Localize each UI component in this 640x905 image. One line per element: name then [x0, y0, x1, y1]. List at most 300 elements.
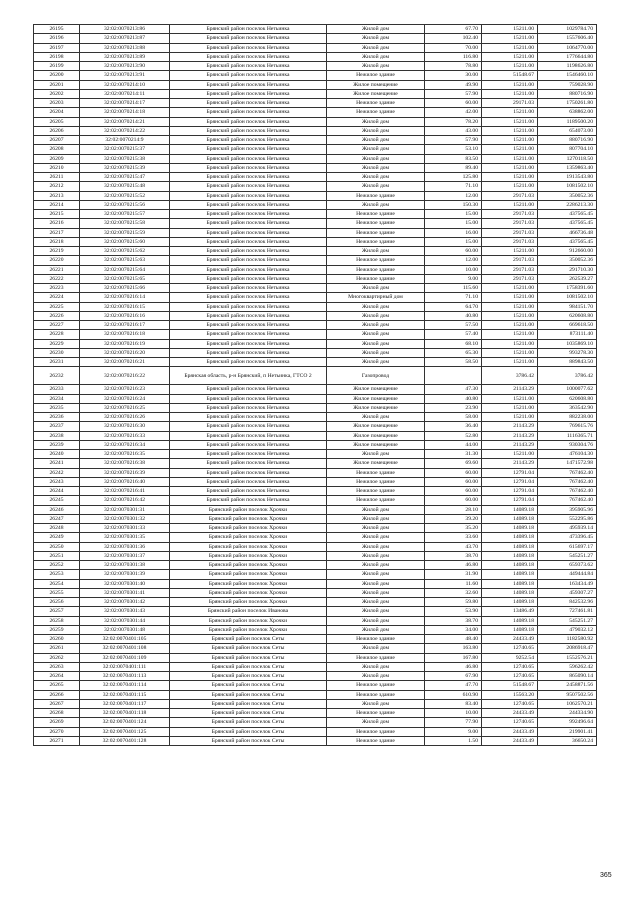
cell-address: Брянский район поселок Хрочки	[170, 625, 327, 634]
cell-area: 83.40	[425, 699, 482, 708]
cell-area: 58.00	[425, 413, 482, 422]
cell-row-number: 26231	[34, 358, 80, 367]
cell-address: Брянский район поселок Сеты	[170, 653, 327, 662]
cell-unit-value: 14089.18	[482, 524, 538, 533]
cell-unit-value: 21143.29	[482, 385, 538, 394]
cell-row-number: 26211	[34, 173, 80, 182]
cell-object-type: Нежилое здание	[327, 496, 425, 505]
cell-object-type: Нежилое здание	[327, 653, 425, 662]
cell-object-type: Жилой дом	[327, 514, 425, 523]
cell-row-number: 26253	[34, 570, 80, 579]
cell-address: Брянский район поселок Сеты	[170, 727, 327, 736]
cell-object-type: Нежилое здание	[327, 210, 425, 219]
cell-unit-value: 14089.18	[482, 551, 538, 560]
cell-area: 57.40	[425, 330, 482, 339]
cell-cadastral-value: 350052.36	[538, 191, 597, 200]
cell-address: Брянский район поселок Нетьинка	[170, 145, 327, 154]
cell-object-type: Нежилое здание	[327, 681, 425, 690]
cell-row-number: 26210	[34, 163, 80, 172]
cell-object-type: Жилой дом	[327, 561, 425, 570]
cell-cadastral-number: 32:02:0070401:108	[80, 644, 170, 653]
cell-unit-value: 24433.49	[482, 736, 538, 745]
cell-object-type: Жилой дом	[327, 588, 425, 597]
cell-cadastral-number: 32:02:0070401:114	[80, 681, 170, 690]
cell-object-type: Жилой дом	[327, 699, 425, 708]
cell-address: Брянский район поселок Нетьинка	[170, 403, 327, 412]
table-row	[34, 625, 597, 634]
cell-address: Брянский район поселок Нетьинка	[170, 126, 327, 135]
cell-area: 78.80	[425, 62, 482, 71]
cell-unit-value: 15211.00	[482, 117, 538, 126]
cell-address: Брянский район поселок Сеты	[170, 699, 327, 708]
cell-area: 16.00	[425, 228, 482, 237]
cell-cadastral-value: 1000077.62	[538, 385, 597, 394]
cell-unit-value: 24433.49	[482, 727, 538, 736]
cell-cadastral-number: 32:02:0070215:59	[80, 228, 170, 237]
cell-area: 57.90	[425, 136, 482, 145]
table-row	[34, 681, 597, 690]
cell-cadastral-value: 363542.90	[538, 403, 597, 412]
cell-object-type: Жилой дом	[327, 247, 425, 256]
cell-cadastral-number: 32:02:0070216:14	[80, 293, 170, 302]
table-row	[34, 524, 597, 533]
cell-row-number: 26255	[34, 588, 80, 597]
cell-object-type: Жилой дом	[327, 542, 425, 551]
table-row	[34, 339, 597, 348]
cell-address: Брянский район поселок Нетьинка	[170, 219, 327, 228]
cell-object-type: Жилое помещение	[327, 394, 425, 403]
cell-object-type: Жилой дом	[327, 625, 425, 634]
cell-row-number: 26229	[34, 339, 80, 348]
cell-cadastral-value: 669618.50	[538, 321, 597, 330]
cell-cadastral-value: 596262.42	[538, 662, 597, 671]
cell-cadastral-value: 873111.40	[538, 330, 597, 339]
cell-area: 70.00	[425, 43, 482, 52]
table-row	[34, 487, 597, 496]
cell-row-number: 26262	[34, 653, 80, 662]
cell-unit-value: 51548.67	[482, 681, 538, 690]
cell-address: Брянский район поселок Нетьинка	[170, 302, 327, 311]
cell-cadastral-value: 1116365.71	[538, 431, 597, 440]
cell-area: 39.20	[425, 514, 482, 523]
cell-cadastral-value: 767462.40	[538, 496, 597, 505]
cell-cadastral-number: 32:02:0070301:48	[80, 625, 170, 634]
cell-object-type: Нежилое здание	[327, 237, 425, 246]
cell-cadastral-value: 638862.00	[538, 108, 597, 117]
cell-object-type: Нежилое здание	[327, 219, 425, 228]
cell-unit-value: 14089.18	[482, 579, 538, 588]
cell-area: 49.90	[425, 80, 482, 89]
cell-cadastral-value: 545251.27	[538, 551, 597, 560]
cell-cadastral-value: 495939.14	[538, 524, 597, 533]
cell-unit-value: 15211.00	[482, 43, 538, 52]
cell-cadastral-value: 993278.30	[538, 348, 597, 357]
cell-row-number: 26219	[34, 247, 80, 256]
cell-address: Брянский район поселок Нетьинка	[170, 163, 327, 172]
cell-row-number: 26265	[34, 681, 80, 690]
cell-cadastral-value: 350052.36	[538, 256, 597, 265]
cell-object-type: Нежилое здание	[327, 99, 425, 108]
cell-unit-value: 15211.00	[482, 394, 538, 403]
cell-object-type: Нежилое здание	[327, 709, 425, 718]
property-table	[33, 24, 597, 746]
cell-area: 60.00	[425, 99, 482, 108]
cell-address: Брянский район поселок Нетьинка	[170, 228, 327, 237]
cell-address: Брянский район поселок Нетьинка	[170, 80, 327, 89]
cell-cadastral-number: 32:02:0070214:9	[80, 136, 170, 145]
cell-area: 10.00	[425, 265, 482, 274]
cell-unit-value: 15211.00	[482, 348, 538, 357]
table-row	[34, 533, 597, 542]
table-row	[34, 709, 597, 718]
cell-cadastral-value: 2458871.56	[538, 681, 597, 690]
cell-cadastral-value: 1776644.80	[538, 52, 597, 61]
table-row	[34, 561, 597, 570]
cell-row-number: 26268	[34, 709, 80, 718]
cell-unit-value: 15211.00	[482, 302, 538, 311]
table-row	[34, 385, 597, 394]
cell-area: 31.90	[425, 570, 482, 579]
cell-row-number: 26263	[34, 662, 80, 671]
cell-cadastral-value: 930304.76	[538, 440, 597, 449]
table-row	[34, 247, 597, 256]
cell-unit-value: 15211.00	[482, 321, 538, 330]
cell-unit-value: 15211.00	[482, 293, 538, 302]
cell-address: Брянский район поселок Хрочки	[170, 533, 327, 542]
cell-unit-value: 15211.00	[482, 34, 538, 43]
cell-cadastral-number: 32:02:0070215:58	[80, 219, 170, 228]
cell-cadastral-number: 32:02:0070216:15	[80, 302, 170, 311]
cell-object-type: Жилой дом	[327, 533, 425, 542]
cell-object-type: Жилой дом	[327, 163, 425, 172]
cell-area: 65.30	[425, 348, 482, 357]
cell-row-number: 26261	[34, 644, 80, 653]
cell-cadastral-number: 32:02:0070214:11	[80, 89, 170, 98]
cell-cadastral-number: 32:02:0070301:31	[80, 505, 170, 514]
cell-cadastral-number: 32:02:0070301:37	[80, 551, 170, 560]
cell-area: 30.00	[425, 71, 482, 80]
cell-cadastral-value: 865090.14	[538, 672, 597, 681]
cell-object-type: Жилой дом	[327, 25, 425, 34]
cell-cadastral-value: 620608.80	[538, 394, 597, 403]
cell-row-number: 26205	[34, 117, 80, 126]
cell-row-number: 26245	[34, 496, 80, 505]
cell-cadastral-value: 1546460.10	[538, 71, 597, 80]
cell-object-type: Нежилое здание	[327, 228, 425, 237]
cell-cadastral-number: 32:02:0070215:65	[80, 274, 170, 283]
table-row	[34, 542, 597, 551]
table-row	[34, 145, 597, 154]
cell-unit-value: 15211.00	[482, 284, 538, 293]
table-row	[34, 293, 597, 302]
cell-object-type: Жилое помещение	[327, 385, 425, 394]
cell-object-type: Нежилое здание	[327, 477, 425, 486]
cell-cadastral-value: 466736.48	[538, 228, 597, 237]
cell-address: Брянский район поселок Нетьинка	[170, 191, 327, 200]
property-table-sheet	[33, 24, 596, 746]
table-row	[34, 256, 597, 265]
cell-cadastral-value: 9507502.56	[538, 690, 597, 699]
cell-address: Брянский район поселок Хрочки	[170, 579, 327, 588]
cell-object-type: Жилой дом	[327, 43, 425, 52]
cell-address: Брянский район поселок Нетьинка	[170, 440, 327, 449]
cell-row-number: 26232	[34, 367, 80, 385]
cell-address: Брянский район поселок Нетьинка	[170, 173, 327, 182]
cell-address: Брянский район поселок Нетьинка	[170, 274, 327, 283]
cell-cadastral-number: 32:02:0070215:38	[80, 154, 170, 163]
cell-row-number: 26223	[34, 284, 80, 293]
table-row	[34, 672, 597, 681]
cell-address: Брянский район поселок Сеты	[170, 690, 327, 699]
table-row	[34, 431, 597, 440]
cell-row-number: 26254	[34, 579, 80, 588]
cell-area: 64.70	[425, 302, 482, 311]
cell-unit-value: 21143.29	[482, 422, 538, 431]
table-row	[34, 662, 597, 671]
table-row	[34, 52, 597, 61]
cell-object-type: Жилое помещение	[327, 422, 425, 431]
cell-unit-value: 15211.00	[482, 182, 538, 191]
cell-row-number: 26199	[34, 62, 80, 71]
cell-row-number: 26195	[34, 25, 80, 34]
cell-cadastral-number: 32:02:0070215:39	[80, 163, 170, 172]
cell-cadastral-value: 1750261.80	[538, 99, 597, 108]
cell-cadastral-number: 32:02:0070216:24	[80, 394, 170, 403]
cell-address: Брянский район поселок Хрочки	[170, 524, 327, 533]
cell-area: 60.00	[425, 496, 482, 505]
cell-cadastral-number: 32:02:0070216:20	[80, 348, 170, 357]
cell-cadastral-value: 1182580.92	[538, 635, 597, 644]
cell-address: Брянский район поселок Нетьинка	[170, 394, 327, 403]
cell-row-number: 26259	[34, 625, 80, 634]
cell-cadastral-value: 727461.81	[538, 607, 597, 616]
table-row	[34, 588, 597, 597]
cell-object-type: Жилой дом	[327, 570, 425, 579]
cell-object-type: Жилой дом	[327, 579, 425, 588]
cell-address: Брянский район поселок Сеты	[170, 644, 327, 653]
cell-row-number: 26239	[34, 440, 80, 449]
cell-cadastral-value: 1270118.50	[538, 154, 597, 163]
cell-row-number: 26197	[34, 43, 80, 52]
cell-row-number: 26222	[34, 274, 80, 283]
table-row	[34, 440, 597, 449]
table-row	[34, 736, 597, 745]
cell-area: 69.60	[425, 459, 482, 468]
cell-cadastral-number: 32:02:0070215:63	[80, 256, 170, 265]
table-row	[34, 126, 597, 135]
cell-cadastral-value: 1081502.10	[538, 182, 597, 191]
cell-address: Брянский район поселок Нетьинка	[170, 247, 327, 256]
table-row	[34, 690, 597, 699]
cell-cadastral-number: 32:02:0070215:60	[80, 237, 170, 246]
cell-area: 71.10	[425, 293, 482, 302]
cell-cadastral-number: 32:02:0070401:117	[80, 699, 170, 708]
table-row	[34, 358, 597, 367]
cell-unit-value: 15211.00	[482, 126, 538, 135]
cell-unit-value: 15211.00	[482, 247, 538, 256]
cell-unit-value: 15211.00	[482, 136, 538, 145]
page-number: 365	[600, 872, 612, 879]
cell-address: Брянский район поселок Хрочки	[170, 561, 327, 570]
table-row	[34, 653, 597, 662]
cell-row-number: 26196	[34, 34, 80, 43]
cell-area: 43.00	[425, 126, 482, 135]
cell-area: 67.70	[425, 25, 482, 34]
cell-address: Брянский район поселок Хрочки	[170, 542, 327, 551]
cell-unit-value: 15211.00	[482, 25, 538, 34]
cell-cadastral-value: 1035869.10	[538, 339, 597, 348]
cell-cadastral-number: 32:02:0070301:32	[80, 514, 170, 523]
cell-object-type: Жилой дом	[327, 348, 425, 357]
cell-cadastral-value: 437565.45	[538, 237, 597, 246]
cell-address: Брянский район поселок Нетьинка	[170, 450, 327, 459]
cell-row-number: 26236	[34, 413, 80, 422]
cell-row-number: 26257	[34, 607, 80, 616]
cell-cadastral-number: 32:02:0070216:23	[80, 385, 170, 394]
cell-cadastral-number: 32:02:0070401:115	[80, 690, 170, 699]
cell-object-type: Нежилое здание	[327, 265, 425, 274]
cell-unit-value: 51548.67	[482, 71, 538, 80]
cell-cadastral-number: 32:02:0070216:16	[80, 311, 170, 320]
cell-area: 116.80	[425, 52, 482, 61]
cell-address: Брянский район поселок Нетьинка	[170, 468, 327, 477]
cell-address: Брянский район поселок Нетьинка	[170, 108, 327, 117]
cell-object-type: Многоквартирный дом	[327, 293, 425, 302]
cell-unit-value: 12791.04	[482, 468, 538, 477]
cell-cadastral-number: 32:02:0070301:36	[80, 542, 170, 551]
cell-cadastral-number: 32:02:0070401:124	[80, 718, 170, 727]
cell-cadastral-number: 32:02:0070301:44	[80, 616, 170, 625]
cell-cadastral-number: 32:02:0070213:88	[80, 43, 170, 52]
table-row	[34, 496, 597, 505]
cell-row-number: 26226	[34, 311, 80, 320]
cell-cadastral-value: 767462.40	[538, 487, 597, 496]
cell-row-number: 26218	[34, 237, 80, 246]
cell-unit-value: 24433.49	[482, 709, 538, 718]
cell-cadastral-value: 759028.90	[538, 80, 597, 89]
cell-area: 28.10	[425, 505, 482, 514]
cell-address: Брянский район поселок Нетьинка	[170, 237, 327, 246]
cell-cadastral-value: 1064770.00	[538, 43, 597, 52]
cell-cadastral-number: 32:02:0070401:109	[80, 653, 170, 662]
cell-row-number: 26271	[34, 736, 80, 745]
cell-unit-value: 15211.00	[482, 163, 538, 172]
cell-area: 58.50	[425, 358, 482, 367]
cell-row-number: 26243	[34, 477, 80, 486]
cell-unit-value: 15211.00	[482, 330, 538, 339]
cell-cadastral-value: 992496.64	[538, 718, 597, 727]
cell-row-number: 26203	[34, 99, 80, 108]
cell-row-number: 26256	[34, 598, 80, 607]
cell-address: Брянский район поселок Нетьинка	[170, 117, 327, 126]
cell-object-type: Жилой дом	[327, 672, 425, 681]
table-row	[34, 89, 597, 98]
table-row	[34, 616, 597, 625]
cell-cadastral-number: 32:02:0070216:41	[80, 487, 170, 496]
cell-cadastral-value: 842532.96	[538, 598, 597, 607]
cell-cadastral-number: 32:02:0070401:113	[80, 672, 170, 681]
cell-object-type: Нежилое здание	[327, 274, 425, 283]
cell-unit-value: 12740.65	[482, 672, 538, 681]
cell-row-number: 26234	[34, 394, 80, 403]
cell-address: Брянский район поселок Сеты	[170, 635, 327, 644]
cell-cadastral-number: 32:02:0070216:21	[80, 358, 170, 367]
cell-address: Брянская область, р-н Брянский, п Нетьинка, ГТСО 2	[170, 367, 327, 385]
cell-object-type: Жилой дом	[327, 413, 425, 422]
cell-area: 57.50	[425, 321, 482, 330]
cell-area: 40.80	[425, 394, 482, 403]
cell-unit-value: 29171.03	[482, 274, 538, 283]
table-row	[34, 210, 597, 219]
table-row	[34, 459, 597, 468]
table-row	[34, 311, 597, 320]
cell-object-type: Жилой дом	[327, 126, 425, 135]
cell-cadastral-number: 32:02:0070213:91	[80, 71, 170, 80]
cell-row-number: 26248	[34, 524, 80, 533]
cell-address: Брянский район поселок Хрочки	[170, 505, 327, 514]
cell-area: 102.40	[425, 34, 482, 43]
cell-cadastral-number: 32:02:0070216:38	[80, 459, 170, 468]
cell-area: 9.00	[425, 274, 482, 283]
cell-object-type: Нежилое здание	[327, 191, 425, 200]
cell-area: 48.40	[425, 635, 482, 644]
cell-unit-value: 14089.18	[482, 542, 538, 551]
cell-area: 71.10	[425, 182, 482, 191]
cell-unit-value: 12791.04	[482, 477, 538, 486]
cell-area: 89.40	[425, 163, 482, 172]
cell-object-type: Жилой дом	[327, 524, 425, 533]
cell-cadastral-value: 219901.41	[538, 727, 597, 736]
cell-area: 38.70	[425, 551, 482, 560]
cell-row-number: 26221	[34, 265, 80, 274]
cell-area: 12.00	[425, 191, 482, 200]
cell-cadastral-value: 659373.62	[538, 561, 597, 570]
cell-row-number: 26204	[34, 108, 80, 117]
table-row	[34, 117, 597, 126]
cell-address: Брянский район поселок Нетьинка	[170, 256, 327, 265]
cell-address: Брянский район поселок Нетьинка	[170, 265, 327, 274]
cell-cadastral-number: 32:02:0070301:39	[80, 570, 170, 579]
cell-cadastral-value: 880716.90	[538, 89, 597, 98]
cell-unit-value: 14089.18	[482, 598, 538, 607]
table-row	[34, 200, 597, 209]
cell-unit-value: 15211.00	[482, 52, 538, 61]
cell-area: 59.80	[425, 598, 482, 607]
cell-area: 44.00	[425, 440, 482, 449]
cell-area: 43.70	[425, 542, 482, 551]
cell-unit-value: 12740.65	[482, 662, 538, 671]
cell-address: Брянский район поселок Нетьинка	[170, 339, 327, 348]
cell-cadastral-value: 984151.70	[538, 302, 597, 311]
cell-object-type: Жилой дом	[327, 117, 425, 126]
table-row	[34, 505, 597, 514]
cell-area: 15.00	[425, 237, 482, 246]
cell-unit-value: 29171.03	[482, 256, 538, 265]
cell-cadastral-number: 32:02:0070215:62	[80, 247, 170, 256]
cell-cadastral-number: 32:02:0070215:56	[80, 200, 170, 209]
cell-address: Брянский район поселок Нетьинка	[170, 43, 327, 52]
cell-address: Брянский район поселок Нетьинка	[170, 321, 327, 330]
cell-address: Брянский район поселок Нетьинка	[170, 413, 327, 422]
cell-address: Брянский район поселок Сеты	[170, 672, 327, 681]
cell-cadastral-number: 32:02:0070214:10	[80, 80, 170, 89]
cell-unit-value: 15211.00	[482, 80, 538, 89]
cell-cadastral-number: 32:02:0070213:86	[80, 25, 170, 34]
cell-address: Брянский район поселок Нетьинка	[170, 200, 327, 209]
cell-cadastral-value: 2086918.47	[538, 644, 597, 653]
table-row	[34, 477, 597, 486]
cell-cadastral-number: 32:02:0070401:118	[80, 709, 170, 718]
